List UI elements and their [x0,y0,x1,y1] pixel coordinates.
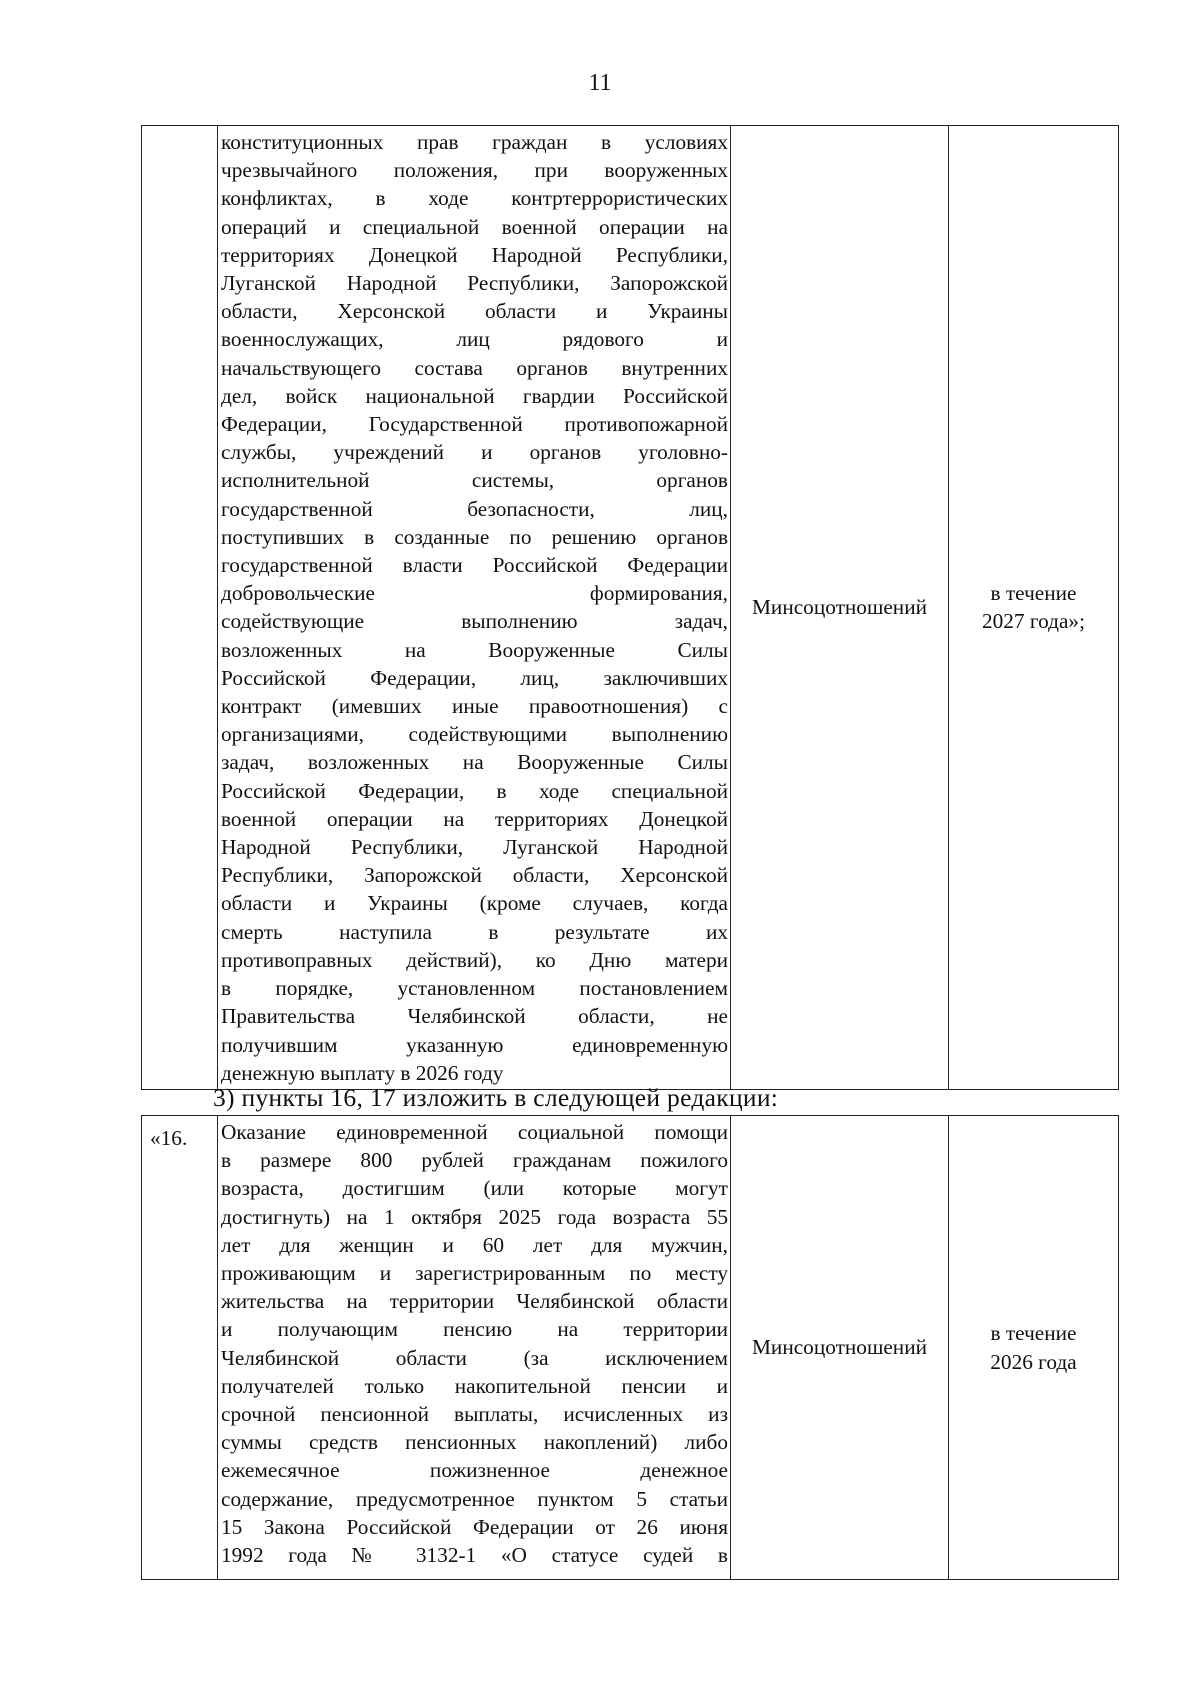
item-number: «16. [150,1126,188,1150]
text-line: Федерации, Государственной противопожарной [221,412,728,437]
text-line: в порядке, установленном постановлением [221,976,728,1001]
text-line: Народной Республики, Луганской Народной [221,835,728,860]
responsible-org: Минсоцотношений [752,595,927,620]
text-line: содержание, предусмотренное пунктом 5 статьи [221,1486,728,1511]
text-line: и получающим пенсию на территории [221,1317,728,1342]
text-line: чрезвычайного положения, при вооруженных [221,158,728,183]
text-line: начальствующего состава органов внутренних [221,355,728,380]
text-line: службы, учреждений и органов уголовно- [221,440,728,465]
text-line: возложенных на Вооруженные Силы [221,637,728,662]
text-line: получателей только накопительной пенсии и [221,1373,728,1398]
amendment-instruction: 3) пункты 16, 17 изложить в следующей редакции: [213,1083,779,1112]
text-line: исполнительной системы, органов [221,468,728,493]
text-line: 15 Закона Российской Федерации от 26 июня [221,1514,728,1539]
deadline-cell [949,1116,1119,1580]
text-line: контракт (имевших иные правоотношения) с [221,694,728,719]
text-line: операций и специальной военной операции на [221,214,728,239]
responsible-org: Минсоцотношений [752,1335,927,1360]
text-line: смерть наступила в результате их [221,919,728,944]
text-line: государственной безопасности, лиц, [221,496,728,521]
text-line: достигнуть) на 1 октября 2025 года возраста 55 [221,1204,728,1229]
text-line: 1992 года № 3132-1 «О статусе судей в [221,1543,728,1568]
deadline-line-2: 2027 года»; [981,609,1085,634]
table-row [142,126,1119,1090]
text-line: получившим указанную единовременную [221,1032,728,1057]
item-description-cell [218,126,731,1090]
text-line: Российской Федерации, лиц, заключивших [221,665,728,690]
measures-table-new [141,1115,1119,1580]
deadline-line-2: 2026 года [990,1349,1077,1374]
text-line: территориях Донецкой Народной Республики, [221,242,728,267]
table-row [142,1116,1119,1580]
text-line: государственной власти Российской Федерации [221,553,728,578]
text-line: военнослужащих, лиц рядового и [221,327,728,352]
text-line: лет для женщин и 60 лет для мужчин, [221,1232,728,1257]
text-line: конституционных прав граждан в условиях [221,130,728,154]
text-line: Республики, Запорожской области, Херсонской [221,863,728,888]
text-line: Луганской Народной Республики, Запорожской [221,271,728,296]
item-description [221,1118,728,1569]
text-line: суммы средств пенсионных накоплений) либо [221,1430,728,1455]
text-line: задач, возложенных на Вооруженные Силы [221,750,728,775]
text-line: Российской Федерации, в ходе специальной [221,778,728,803]
text-line: срочной пенсионной выплаты, исчисленных из [221,1402,728,1427]
text-line: области и Украины (кроме случаев, когда [221,891,728,916]
item-number-cell [142,1116,218,1580]
text-line: в размере 800 рублей гражданам пожилого [221,1148,728,1173]
text-line: Оказание единовременной социальной помощи [221,1120,728,1144]
deadline-cell [949,126,1119,1090]
text-line: жительства на территории Челябинской области [221,1289,728,1314]
responsible-org-cell [731,126,949,1090]
text-line: денежную выплату в 2026 году [221,1060,504,1085]
text-line: Правительства Челябинской области, не [221,1004,728,1029]
text-line: возраста, достигшим (или которые могут [221,1176,728,1201]
item-description [221,128,728,1087]
text-line: проживающим и зарегистрированным по месту [221,1261,728,1286]
text-line: конфликтах, в ходе контртеррористических [221,186,728,211]
text-line: Челябинской области (за исключением [221,1345,728,1370]
responsible-org-cell [731,1116,949,1580]
text-line: поступивших в созданные по решению органов [221,524,728,549]
text-line: ежемесячное пожизненное денежное [221,1458,728,1483]
text-line: области, Херсонской области и Украины [221,299,728,324]
text-line: противоправных действий), ко Дню матери [221,947,728,972]
deadline-line-1: в течение [990,1321,1077,1346]
deadline-line-1: в течение [990,581,1077,606]
item-description-cell [218,1116,731,1580]
item-number-cell [142,126,218,1090]
text-line: военной операции на территориях Донецкой [221,806,728,831]
text-line: содействующие выполнению задач, [221,609,728,634]
page-number: 11 [588,70,612,96]
text-line: дел, войск национальной гвардии Российской [221,383,728,408]
measures-table-continued [141,125,1119,1090]
text-line: добровольческие формирования, [221,581,728,606]
text-line: организациями, содействующими выполнению [221,722,728,747]
